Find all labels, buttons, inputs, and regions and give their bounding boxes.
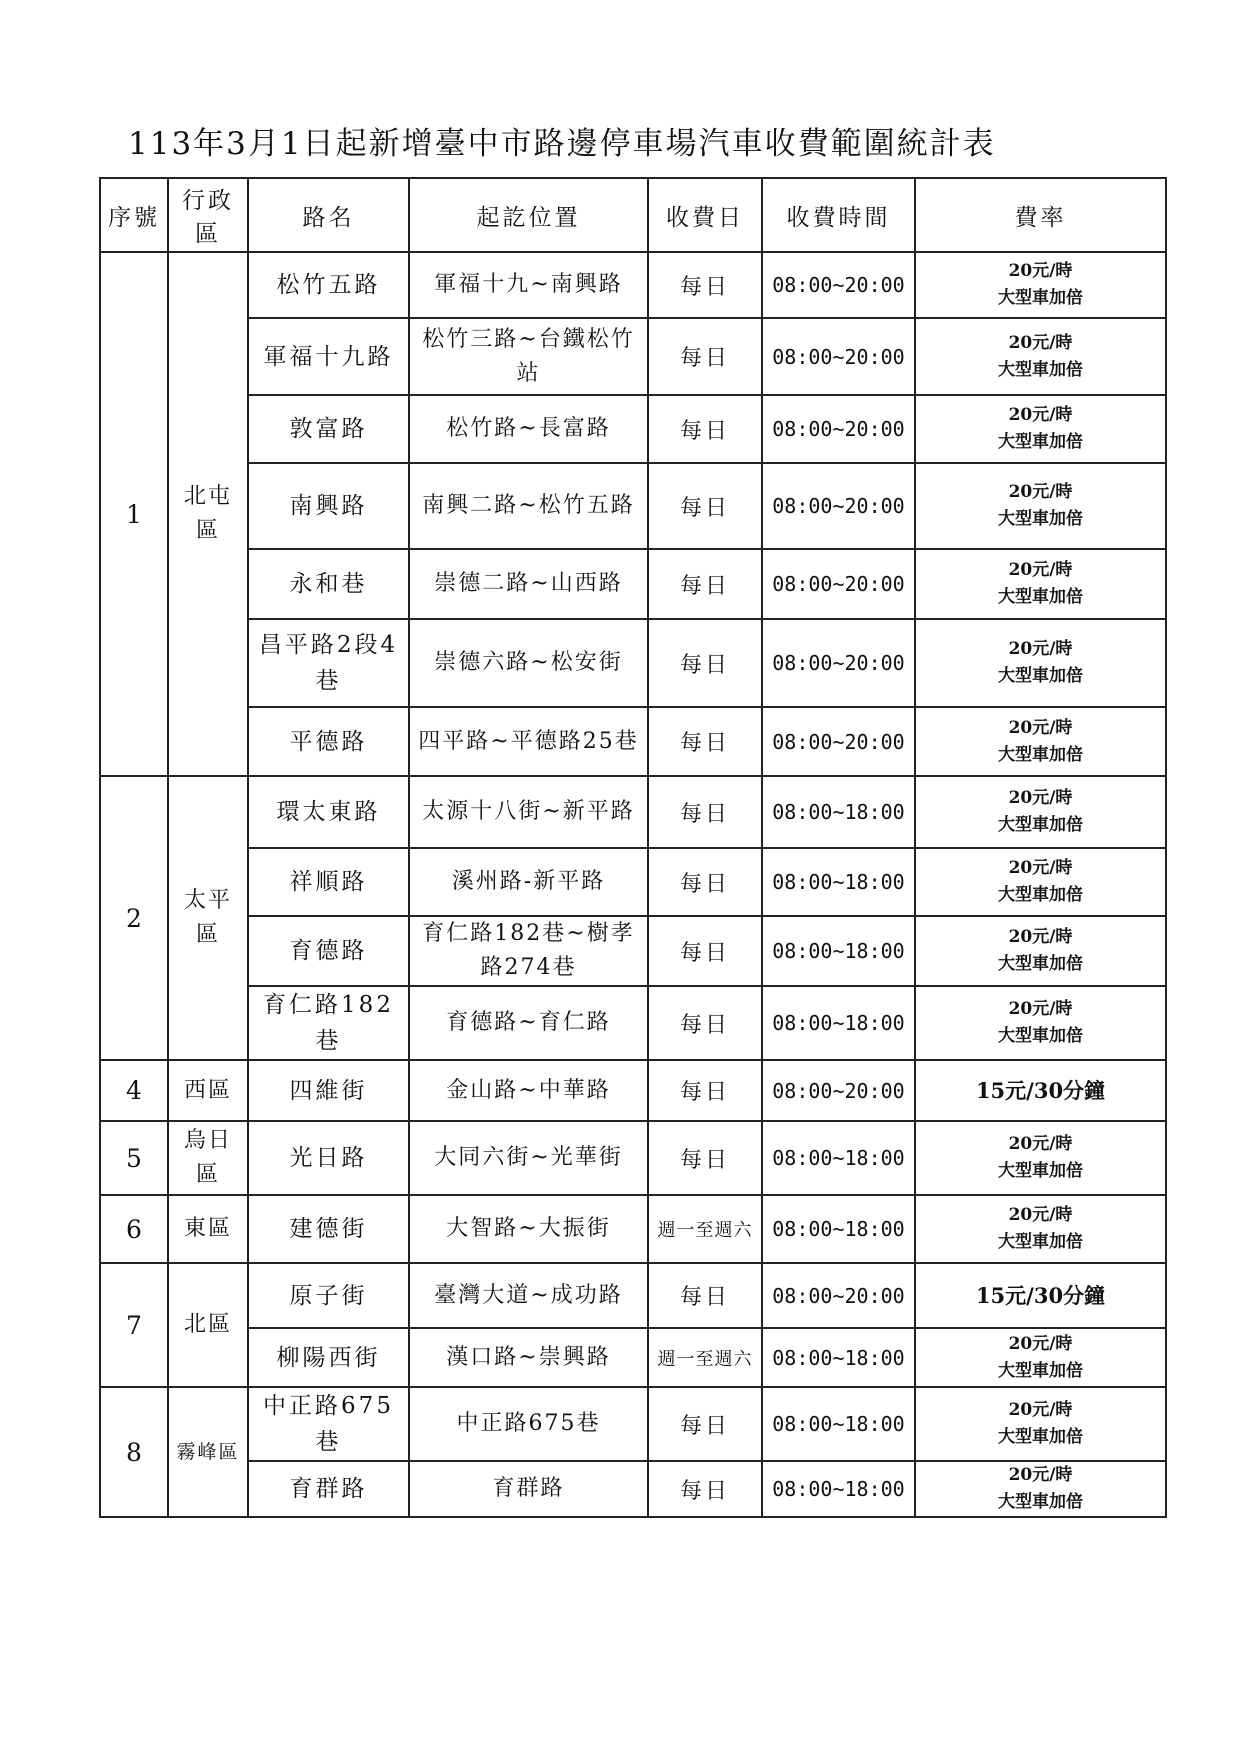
- range-cell: 中正路675巷: [409, 1387, 648, 1461]
- road-cell: 松竹五路: [248, 252, 409, 318]
- seq-cell: 8: [100, 1387, 168, 1517]
- time-cell: 08:00~20:00: [762, 318, 915, 395]
- district-cell: 霧峰區: [168, 1387, 248, 1517]
- road-cell: 南興路: [248, 463, 409, 549]
- district-cell: 北區: [168, 1263, 248, 1387]
- rate-cell: [915, 395, 1166, 463]
- range-cell: 臺灣大道~成功路: [409, 1263, 648, 1328]
- rate-cell: [915, 252, 1166, 318]
- time-cell: 08:00~18:00: [762, 1387, 915, 1461]
- col-header-days: 收費日: [648, 178, 762, 252]
- rate-text: 20元/時: [1008, 405, 1073, 425]
- col-header-rate: 費率: [915, 178, 1166, 252]
- road-cell: 敦富路: [248, 395, 409, 463]
- road-cell: 育德路: [248, 916, 409, 986]
- table-row: [100, 318, 1166, 395]
- days-cell: 每日: [648, 318, 762, 395]
- seq-cell: 2: [100, 776, 168, 1060]
- table-row: [100, 395, 1166, 463]
- table-row: [100, 776, 1166, 848]
- rate-text: 20元/時: [1008, 999, 1073, 1019]
- rate-text: 20元/時: [1008, 639, 1073, 659]
- time-cell: 08:00~20:00: [762, 1263, 915, 1328]
- days-cell: 每日: [648, 1387, 762, 1461]
- rate-note: 大型車加倍: [998, 587, 1083, 607]
- table-row: [100, 1328, 1166, 1387]
- table-row: [100, 549, 1166, 619]
- rate-note: 大型車加倍: [998, 1161, 1083, 1181]
- rate-cell: [915, 1461, 1166, 1517]
- days-cell: 每日: [648, 463, 762, 549]
- time-cell: 08:00~20:00: [762, 1060, 915, 1121]
- range-cell: 大同六街~光華街: [409, 1121, 648, 1195]
- seq-cell: 7: [100, 1263, 168, 1387]
- col-header-district: 行政區: [168, 178, 248, 252]
- time-cell: 08:00~20:00: [762, 463, 915, 549]
- range-cell: 崇德六路~松安街: [409, 619, 648, 707]
- rate-note: 大型車加倍: [998, 885, 1083, 905]
- days-cell: 每日: [648, 252, 762, 318]
- range-cell: 育仁路182巷~樹孝路274巷: [409, 916, 648, 986]
- rate-text: 20元/時: [1008, 1400, 1073, 1420]
- time-cell: 08:00~18:00: [762, 1121, 915, 1195]
- rate-cell: [915, 707, 1166, 776]
- rate-cell: [915, 1195, 1166, 1263]
- rate-note: 大型車加倍: [998, 744, 1083, 765]
- days-cell: 每日: [648, 1461, 762, 1517]
- table-row: [100, 463, 1166, 549]
- time-cell: 08:00~18:00: [762, 1328, 915, 1387]
- rate-text: 20元/時: [1008, 1134, 1073, 1154]
- table-row: [100, 252, 1166, 318]
- rate-note: 大型車加倍: [998, 1492, 1083, 1512]
- table-row: [100, 1195, 1166, 1263]
- district-cell: 烏日區: [168, 1121, 248, 1195]
- road-cell: 昌平路2段4巷: [248, 619, 409, 707]
- days-cell: 每日: [648, 549, 762, 619]
- table-row: [100, 1121, 1166, 1195]
- rate-note: 大型車加倍: [998, 509, 1083, 529]
- range-cell: 溪州路-新平路: [409, 848, 648, 916]
- rate-note: 大型車加倍: [998, 666, 1083, 686]
- days-cell: 每日: [648, 1060, 762, 1121]
- range-cell: 軍福十九~南興路: [409, 252, 648, 318]
- days-cell: 每日: [648, 395, 762, 463]
- rate-text: 20元/時: [1008, 1205, 1073, 1225]
- rate-text: 15元/30分鐘: [975, 1078, 1106, 1103]
- road-cell: 柳陽西街: [248, 1328, 409, 1387]
- district-cell: 西區: [168, 1060, 248, 1121]
- rate-text: 20元/時: [1008, 482, 1073, 502]
- days-cell: 週一至週六: [648, 1195, 762, 1263]
- time-cell: 08:00~18:00: [762, 986, 915, 1060]
- table-row: [100, 1461, 1166, 1517]
- table-row: [100, 1387, 1166, 1461]
- road-cell: 平德路: [248, 707, 409, 776]
- rate-cell: [915, 1121, 1166, 1195]
- rate-note: 大型車加倍: [998, 288, 1083, 308]
- rate-note: 大型車加倍: [998, 1026, 1083, 1046]
- road-cell: 永和巷: [248, 549, 409, 619]
- seq-cell: 1: [100, 252, 168, 776]
- road-cell: 軍福十九路: [248, 318, 409, 395]
- rate-text: 20元/時: [1008, 1333, 1073, 1354]
- rate-cell: [915, 1328, 1166, 1387]
- table-row: [100, 707, 1166, 776]
- time-cell: 08:00~20:00: [762, 707, 915, 776]
- rate-cell: [915, 916, 1166, 986]
- page-title: 113年3月1日起新增臺中市路邊停車場汽車收費範圍統計表: [128, 126, 996, 162]
- table-row: [100, 1060, 1166, 1121]
- rate-note: 大型車加倍: [998, 815, 1083, 835]
- rate-note: 大型車加倍: [998, 1232, 1083, 1252]
- rate-note: 大型車加倍: [998, 1360, 1083, 1381]
- range-cell: 松竹路~長富路: [409, 395, 648, 463]
- rate-note: 大型車加倍: [998, 954, 1083, 974]
- header-row: [100, 178, 1166, 252]
- rate-text: 20元/時: [1008, 927, 1073, 947]
- rate-text: 20元/時: [1008, 858, 1073, 878]
- rate-cell: [915, 776, 1166, 848]
- rate-text: 15元/30分鐘: [975, 1283, 1106, 1308]
- rate-cell: [915, 848, 1166, 916]
- days-cell: 每日: [648, 1121, 762, 1195]
- table-row: [100, 848, 1166, 916]
- range-cell: 四平路~平德路25巷: [409, 707, 648, 776]
- road-cell: 祥順路: [248, 848, 409, 916]
- rate-text: 20元/時: [1008, 261, 1073, 281]
- time-cell: 08:00~18:00: [762, 1461, 915, 1517]
- road-cell: 光日路: [248, 1121, 409, 1195]
- table-row: [100, 916, 1166, 986]
- road-cell: 建德街: [248, 1195, 409, 1263]
- time-cell: 08:00~20:00: [762, 395, 915, 463]
- parking-fee-table: [99, 177, 1167, 1518]
- rate-cell: [915, 463, 1166, 549]
- table-row: [100, 986, 1166, 1060]
- time-cell: 08:00~18:00: [762, 848, 915, 916]
- table-row: [100, 619, 1166, 707]
- seq-cell: 6: [100, 1195, 168, 1263]
- road-cell: 中正路675巷: [248, 1387, 409, 1461]
- days-cell: 每日: [648, 848, 762, 916]
- col-header-range: 起訖位置: [409, 178, 648, 252]
- range-cell: 崇德二路~山西路: [409, 549, 648, 619]
- rate-text: 20元/時: [1008, 788, 1073, 808]
- district-cell: 北屯區: [168, 252, 248, 776]
- time-cell: 08:00~18:00: [762, 1195, 915, 1263]
- rate-cell: [915, 1387, 1166, 1461]
- days-cell: 每日: [648, 707, 762, 776]
- range-cell: 南興二路~松竹五路: [409, 463, 648, 549]
- range-cell: 漢口路~崇興路: [409, 1328, 648, 1387]
- seq-cell: 5: [100, 1121, 168, 1195]
- col-header-time: 收費時間: [762, 178, 915, 252]
- range-cell: 育德路~育仁路: [409, 986, 648, 1060]
- road-cell: 原子街: [248, 1263, 409, 1328]
- time-cell: 08:00~18:00: [762, 776, 915, 848]
- table-row: [100, 1263, 1166, 1328]
- time-cell: 08:00~18:00: [762, 916, 915, 986]
- days-cell: 每日: [648, 776, 762, 848]
- rate-cell: [915, 1263, 1166, 1328]
- district-cell: 東區: [168, 1195, 248, 1263]
- range-cell: 松竹三路~台鐵松竹站: [409, 318, 648, 395]
- rate-note: 大型車加倍: [998, 359, 1083, 380]
- days-cell: 週一至週六: [648, 1328, 762, 1387]
- rate-text: 20元/時: [1008, 717, 1073, 738]
- rate-text: 20元/時: [1008, 332, 1073, 353]
- range-cell: 大智路~大振街: [409, 1195, 648, 1263]
- days-cell: 每日: [648, 1263, 762, 1328]
- days-cell: 每日: [648, 986, 762, 1060]
- road-cell: 育仁路182巷: [248, 986, 409, 1060]
- rate-cell: [915, 986, 1166, 1060]
- range-cell: 太源十八街~新平路: [409, 776, 648, 848]
- time-cell: 08:00~20:00: [762, 549, 915, 619]
- rate-cell: [915, 549, 1166, 619]
- road-cell: 環太東路: [248, 776, 409, 848]
- time-cell: 08:00~20:00: [762, 619, 915, 707]
- seq-cell: 4: [100, 1060, 168, 1121]
- rate-text: 20元/時: [1008, 560, 1073, 580]
- rate-cell: [915, 1060, 1166, 1121]
- rate-note: 大型車加倍: [998, 432, 1083, 452]
- days-cell: 每日: [648, 619, 762, 707]
- rate-note: 大型車加倍: [998, 1427, 1083, 1447]
- rate-cell: [915, 619, 1166, 707]
- district-cell: 太平區: [168, 776, 248, 1060]
- range-cell: 金山路~中華路: [409, 1060, 648, 1121]
- road-cell: 育群路: [248, 1461, 409, 1517]
- rate-text: 20元/時: [1008, 1465, 1073, 1485]
- road-cell: 四維街: [248, 1060, 409, 1121]
- time-cell: 08:00~20:00: [762, 252, 915, 318]
- days-cell: 每日: [648, 916, 762, 986]
- range-cell: 育群路: [409, 1461, 648, 1517]
- col-header-road: 路名: [248, 178, 409, 252]
- col-header-seq: 序號: [100, 178, 168, 252]
- rate-cell: [915, 318, 1166, 395]
